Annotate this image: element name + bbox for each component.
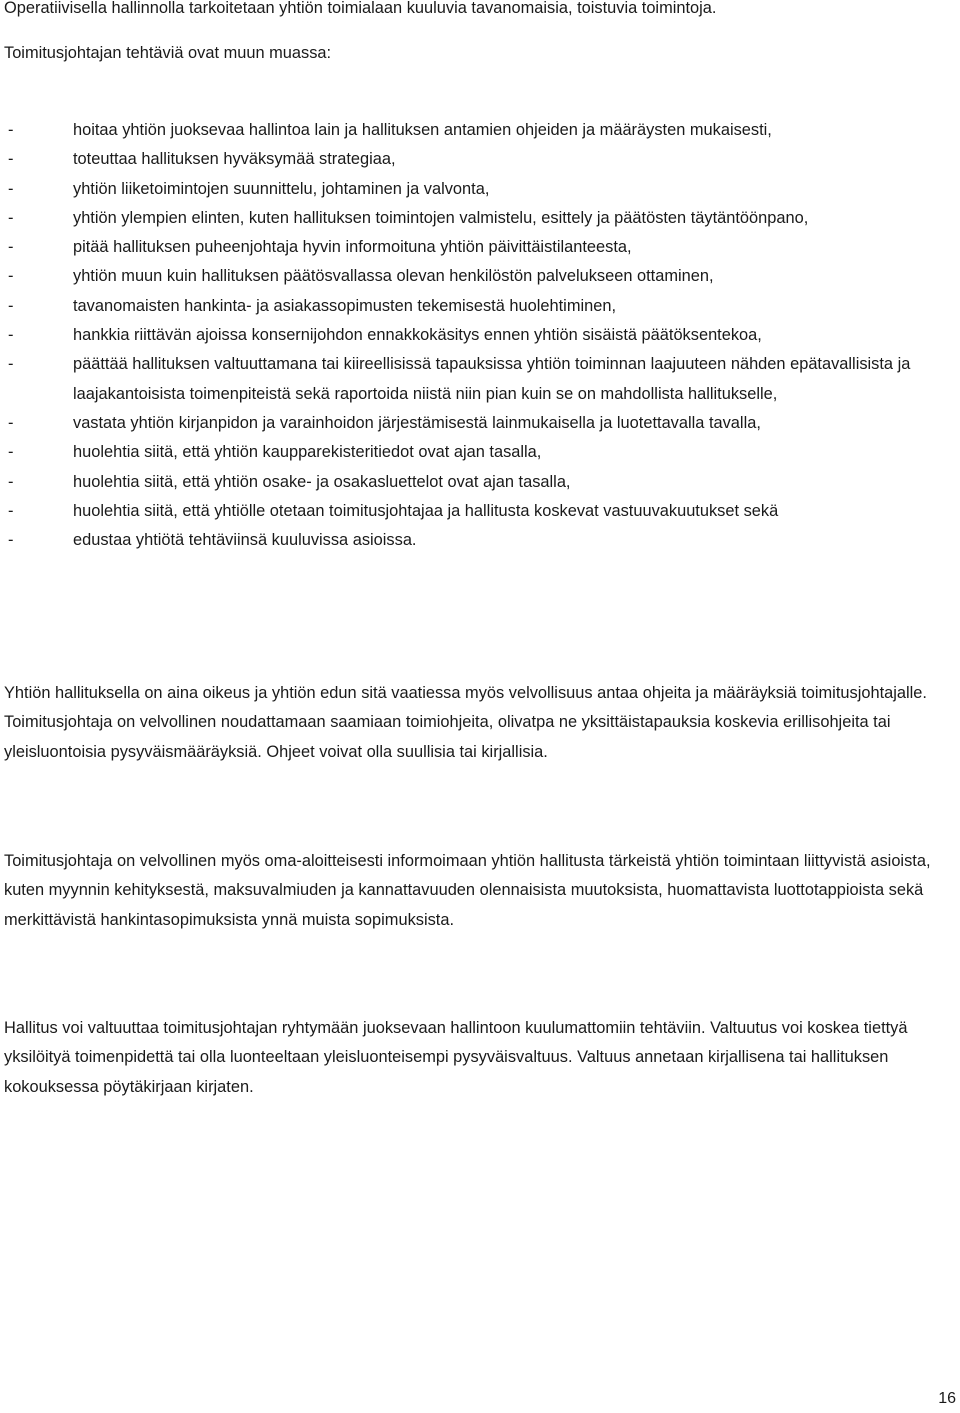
list-dash: - bbox=[8, 150, 14, 169]
list-item bbox=[0, 204, 960, 233]
list-item-text: huolehtia siitä, että yhtiölle otetaan toimitusjohtajaa ja hallitusta koskevat vastuuvakuutukset sekä bbox=[73, 501, 779, 520]
list-dash: - bbox=[8, 355, 14, 374]
list-dash: - bbox=[8, 443, 14, 462]
list-item bbox=[0, 262, 960, 291]
list-item-text: yhtiön muun kuin hallituksen päätösvallassa olevan henkilöstön palvelukseen ottaminen, bbox=[73, 267, 714, 286]
list-item bbox=[0, 438, 960, 467]
page-number: 16 bbox=[938, 1390, 956, 1407]
list-item-text: yhtiön ylempien elinten, kuten hallituksen toimintojen valmistelu, esittely ja päätösten täytäntöönpano, bbox=[73, 208, 809, 227]
list-dash: - bbox=[8, 208, 14, 227]
list-item-text: hoitaa yhtiön juoksevaa hallintoa lain ja hallituksen antamien ohjeiden ja määräysten mukaisesti, bbox=[73, 121, 772, 139]
list-item-text: yhtiön liiketoimintojen suunnittelu, johtaminen ja valvonta, bbox=[73, 179, 490, 198]
paragraph-board-instructions: Yhtiön hallituksella on aina oikeus ja yhtiön edun sitä vaatiessa myös velvollisuus antaa ohjeita ja määräyksiä toimitusjohtajalle. Toimitusjohtaja on velvollinen noudattamaan saamiaan toimiohjeita, olivatpa ne yksittäistapauksia koskevia erillisohjeita tai yleisluontoisia pysyväismääräyksiä. Ohjeet voivat olla suullisia tai kirjallisia. bbox=[4, 684, 927, 761]
list-dash: - bbox=[8, 472, 14, 491]
list-item-text: huolehtia siitä, että yhtiön kaupparekisteritiedot ovat ajan tasalla, bbox=[73, 443, 542, 462]
list-item bbox=[0, 116, 960, 145]
paragraph-ceo-informing: Toimitusjohtaja on velvollinen myös oma-aloitteisesti informoimaan yhtiön hallitusta tärkeistä yhtiön toimintaan liittyvistä asioista, kuten myynnin kehityksestä, maksuvalmiuden ja kannattavuuden olennaisista muutoksista, huomattavista luottotappioista sekä merkittävistä hankintasopimuksista ynnä muista sopimuksista. bbox=[4, 852, 931, 929]
list-item bbox=[0, 350, 960, 409]
list-dash: - bbox=[8, 501, 14, 520]
list-dash: - bbox=[8, 531, 14, 550]
intro-line-2: Toimitusjohtajan tehtäviä ovat muun muassa: bbox=[4, 44, 332, 62]
list-item bbox=[0, 145, 960, 174]
list-item bbox=[0, 409, 960, 438]
list-item-text: hankkia riittävän ajoissa konsernijohdon ennakkokäsitys ennen yhtiön sisäistä päätöksentekoa, bbox=[73, 326, 762, 345]
list-item bbox=[0, 321, 960, 350]
list-item-text: toteuttaa hallituksen hyväksymää strategiaa, bbox=[73, 150, 396, 169]
intro-line-1: Operatiivisella hallinnolla tarkoitetaan yhtiön toimialaan kuuluvia tavanomaisia, toistuvia toimintoja. bbox=[4, 0, 717, 17]
list-item-text: huolehtia siitä, että yhtiön osake- ja osakasluettelot ovat ajan tasalla, bbox=[73, 472, 571, 491]
list-item-text: tavanomaisten hankinta- ja asiakassopimusten tekemisestä huolehtiminen, bbox=[73, 296, 617, 315]
list-item-text: pitää hallituksen puheenjohtaja hyvin informoituna yhtiön päivittäistilanteesta, bbox=[73, 238, 632, 257]
list-dash: - bbox=[8, 267, 14, 286]
list-dash: - bbox=[8, 413, 14, 432]
list-dash: - bbox=[8, 326, 14, 345]
list-dash: - bbox=[8, 238, 14, 257]
paragraph-authorization: Hallitus voi valtuuttaa toimitusjohtajan ryhtymään juoksevaan hallintoon kuulumattomiin tehtäviin. Valtuutus voi koskea tiettyä yksilöityä toimenpidettä tai olla luonteeltaan yleisluonteisempi pysyväisvaltuus. Valtuus annetaan kirjallisena tai hallituksen kokouksessa pöytäkirjaan kirjaten. bbox=[4, 1019, 908, 1096]
list-dash: - bbox=[8, 121, 14, 139]
list-item bbox=[0, 233, 960, 262]
list-dash: - bbox=[8, 296, 14, 315]
list-item-text: vastata yhtiön kirjanpidon ja varainhoidon järjestämisestä lainmukaisella ja luotettavalla tavalla, bbox=[73, 413, 761, 432]
list-dash: - bbox=[8, 179, 14, 198]
list-item bbox=[0, 292, 960, 321]
list-item-text: päättää hallituksen valtuuttamana tai kiireellisissä tapauksissa yhtiön toiminnan laajuuteen nähden epätavallisista ja laajakantoisista toimenpiteistä sekä raportoida niistä niin pian kuin se on mahdollista hallitukselle, bbox=[73, 355, 911, 403]
list-item bbox=[0, 526, 960, 555]
list-item bbox=[0, 175, 960, 204]
list-item bbox=[0, 468, 960, 497]
duties-list bbox=[0, 116, 960, 555]
list-item bbox=[0, 497, 960, 526]
list-item-text: edustaa yhtiötä tehtäviinsä kuuluvissa asioissa. bbox=[73, 531, 417, 550]
